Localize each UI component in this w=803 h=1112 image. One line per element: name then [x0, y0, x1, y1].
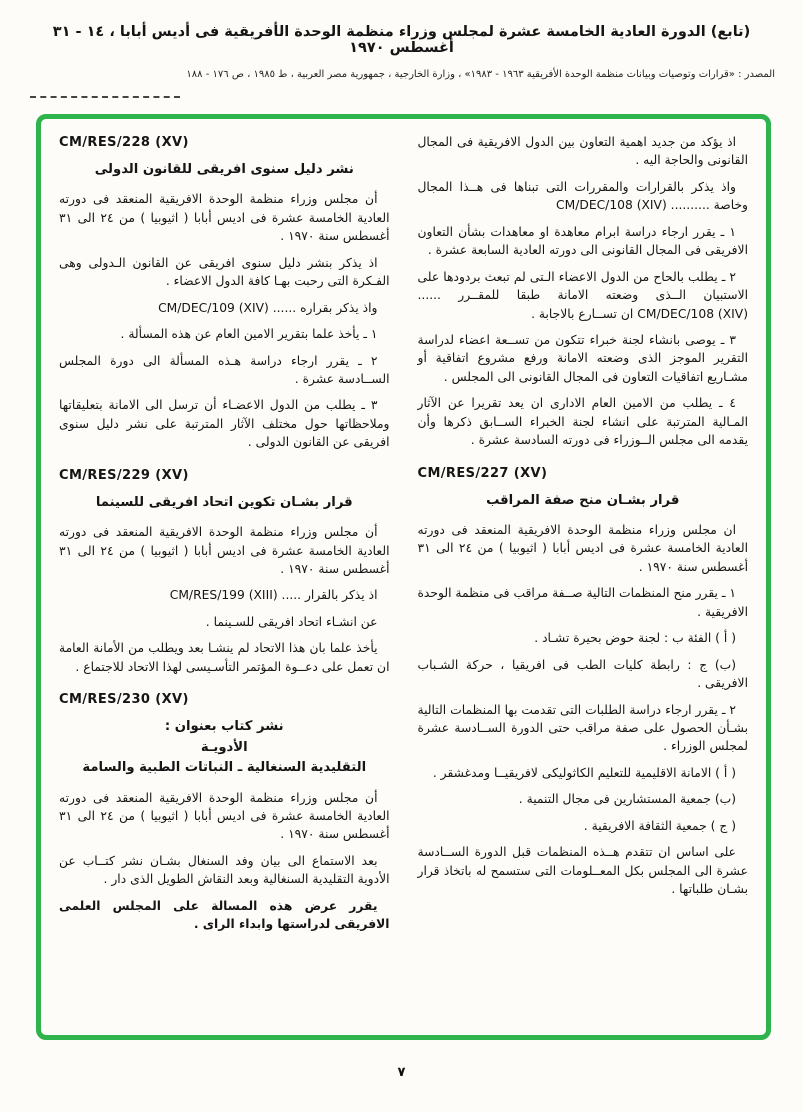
paragraph: عن انشـاء اتحاد افريقى للسـينما .: [205, 614, 378, 629]
paragraph: ( أ ) الامانة الاقليمية للتعليم الكاثوليكى لافريقيــا ومدغشقر .: [432, 765, 736, 780]
page-header: [28, 24, 775, 80]
paragraph: اذ يذكر بالقرار ..... CM/RES/199 (XIII): [169, 588, 378, 603]
paragraph: اذ يؤكد من جديد اهمية التعاون بين الدول الافريقية فى المجال القانونى والحاجة اليه .: [417, 135, 748, 168]
column-right: [418, 133, 749, 1021]
paragraph: ١ ـ يقرر ارجاء دراسة ابرام معاهدة او معاهدات بشأن التعاون الافريقى فى المجال القانونى الى دورته العادية السابعة عشرة .: [417, 224, 748, 258]
paragraph: ٣ ـ يطلب من الدول الاعضـاء أن ترسل الى الامانة بتعليقاتها وملاحظاتها حول مختلف الآثار المترتبة على نشر دليل سنوى افريقى عن القانون الدولى .: [59, 398, 390, 450]
page-footer: [0, 1061, 803, 1080]
page-number: ٧: [397, 1065, 406, 1080]
paragraph: ( ج ) جمعية الثقافة الافريقية .: [583, 818, 736, 833]
two-column-layout: [59, 133, 748, 1021]
title-line: التقليدية السنغالية ـ النباتات الطبية والسامة: [82, 760, 367, 776]
paragraph: (ب) جمعية المستشارين فى مجال التنمية .: [518, 792, 736, 807]
title-line: قرار بشـان تكوين اتحاد افريقى للسينما: [95, 494, 353, 510]
paragraph: أن مجلس وزراء منظمة الوحدة الافريقية المنعقد فى دورته العادية الخامسة عشرة فى اديس أبابا ( اثيوبيا ) من ٢٤ الى ٣١ أغسطس سنة ١٩٧٠ .: [59, 790, 390, 842]
resolution-code: CM/RES/227 (XV): [417, 465, 548, 481]
paragraph: ٢ ـ يقرر ارجاء دراسة الطلبات التى تقدمت بها المنظمات التالية بشـأن الحصول على صفة مراقب حتى الدورة الســادسة عشرة لمجلس الوزراء .: [417, 702, 748, 754]
paragraph: بعد الاستماع الى بيان وفد السنغال بشـان نشر كتــاب عن الأدوية التقليدية السنغالية وبعد النقاش الطويل الذى دار .: [59, 853, 390, 887]
paragraph: أن مجلس وزراء منظمة الوحدة الافريقية المنعقد فى دورته العادية الخامسة عشرة فى اديس أبابا ( اثيوبيا ) من ٢٤ الى ٣١ أغسطس سنة ١٩٧٠ .: [59, 525, 390, 577]
resolution-title: [59, 717, 390, 778]
paragraph: اذ يذكر بنشر دليل سنوى افريقى عن القانون الـدولى وهى الفـكرة التى رحبت بهـا كافة الدول الاعضاء .: [59, 255, 390, 289]
paragraph: ٣ ـ يوصى بانشاء لجنة خبراء تتكون من تســعة اعضاء لدراسة التقرير الموجز الذى وضعته الامانة ورفع مشروع اتفاقية أو مشـاريع اتفاقيات التعاون فى المجال القانونى الى المجلس .: [417, 332, 748, 384]
paragraph: ان مجلس وزراء منظمة الوحدة الافريقية المنعقد فى دورته العادية الخامسة عشرة فى اديس أبابا ( اثيوبيا ) من ٢٤ الى ٣١ أغسطس سنة ١٩٧٠ .: [417, 523, 749, 574]
paragraph: ١ ـ يأخذ علما بتقرير الامين العام عن هذه المسألة .: [120, 327, 378, 342]
paragraph: ٢ ـ يطلب بالحاح من الدول الاعضاء الـتى لم تبعث بردودها على الاستبيان الــذى وضعته الامانة طبقا للمقــرر ...... CM/DEC/108 (XIV) ان تســارع بالاجابة .: [417, 269, 748, 321]
title-line: قرار بشـان منح صفة المراقب: [486, 492, 680, 508]
resolution-title: [59, 493, 390, 513]
paragraph: ١ ـ يقرر منح المنظمات التالية صــفة مراقب فى منظمة الوحدة الافريقية .: [417, 586, 748, 619]
paragraph: واذ يذكر بالقرارات والمقررات التى تبناها فى هــذا المجال وخاصة .......... CM/DEC/108 (XIV): [417, 179, 748, 213]
document-title: (تابع) الدورة العادية الخامسة عشرة لمجلس وزراء منظمة الوحدة الأفريقية فى أديس أبابا ، ١٤ - ٣١ أغسطس ١٩٧٠: [52, 24, 751, 56]
source-citation: المصدر : «قرارات وتوصيات وبيانات منظمة الوحدة الأفريقية ١٩٦٣ - ١٩٨٣» ، وزارة الخارجية ، جمهورية مصر العربية ، ط ١٩٨٥ ، ص ١٧٦ - ١٨٨: [186, 69, 775, 80]
column-left: [59, 133, 390, 1021]
paragraph: أن مجلس وزراء منظمة الوحدة الافريقية المنعقد فى دورته العادية الخامسة عشرة فى اديس أبابا ( اثيوبيا ) من ٢٤ الى ٣١ أغسطس سنة ١٩٧٠ .: [59, 192, 390, 244]
paragraph: واذ يذكر بقراره ...... CM/DEC/109 (XIV): [158, 300, 378, 315]
resolution-code: CM/RES/228 (XV): [59, 135, 189, 150]
title-line: نشر دليل سنوى افريقى للقانون الدولى: [94, 162, 354, 177]
title-line: نشر كتاب بعنوان :: [164, 719, 284, 735]
resolution-code: CM/RES/229 (XV): [59, 467, 189, 483]
resolution-code: CM/RES/230 (XV): [59, 692, 189, 708]
paragraph: يقرر عرض هذه المسالة على المجلس العلمى الافريقى لدراستها وابداء الراى .: [59, 898, 390, 932]
paragraph: ٢ ـ يقرر ارجاء دراسة هـذه المسألة الى دورة المجلس الســادسة عشرة .: [59, 353, 390, 386]
content-border-box: [36, 114, 771, 1040]
title-line: الأدويـة: [200, 739, 248, 755]
paragraph: ( أ ) الفئة ب : لجنة حوض بحيرة تشـاد .: [534, 631, 736, 646]
header-separator: [30, 96, 180, 98]
paragraph: ٤ ـ يطلب من الامين العام الادارى ان يعد تقريرا عن الآثار المـالية المترتبة على انشاء لجنة الخبراء الســابق ذكرها وأن يقدمه الى مجلس الــوزراء فى دورته السادسة عشرة .: [417, 396, 748, 448]
paragraph: على اساس ان تتقدم هــذه المنظمات قبل الدورة الســادسة عشرة الى المجلس بكل المعــلومات التى ستسمح له باتخاذ قرار بشـان طلباتها .: [417, 845, 748, 897]
resolution-title: [59, 160, 390, 180]
resolution-title: [418, 491, 749, 511]
paragraph: (ب) ج : رابطة كليات الطب فى افريقيا ، حركة الشـباب الافريقى .: [417, 657, 748, 691]
paragraph: يأخذ علما بان هذا الاتحاد لم ينشـا بعد ويطلب من الأمانة العامة ان تعمل على دعــوة المؤتمر التأسـيسى لهذا الاتحاد للاجتماع .: [59, 641, 390, 674]
